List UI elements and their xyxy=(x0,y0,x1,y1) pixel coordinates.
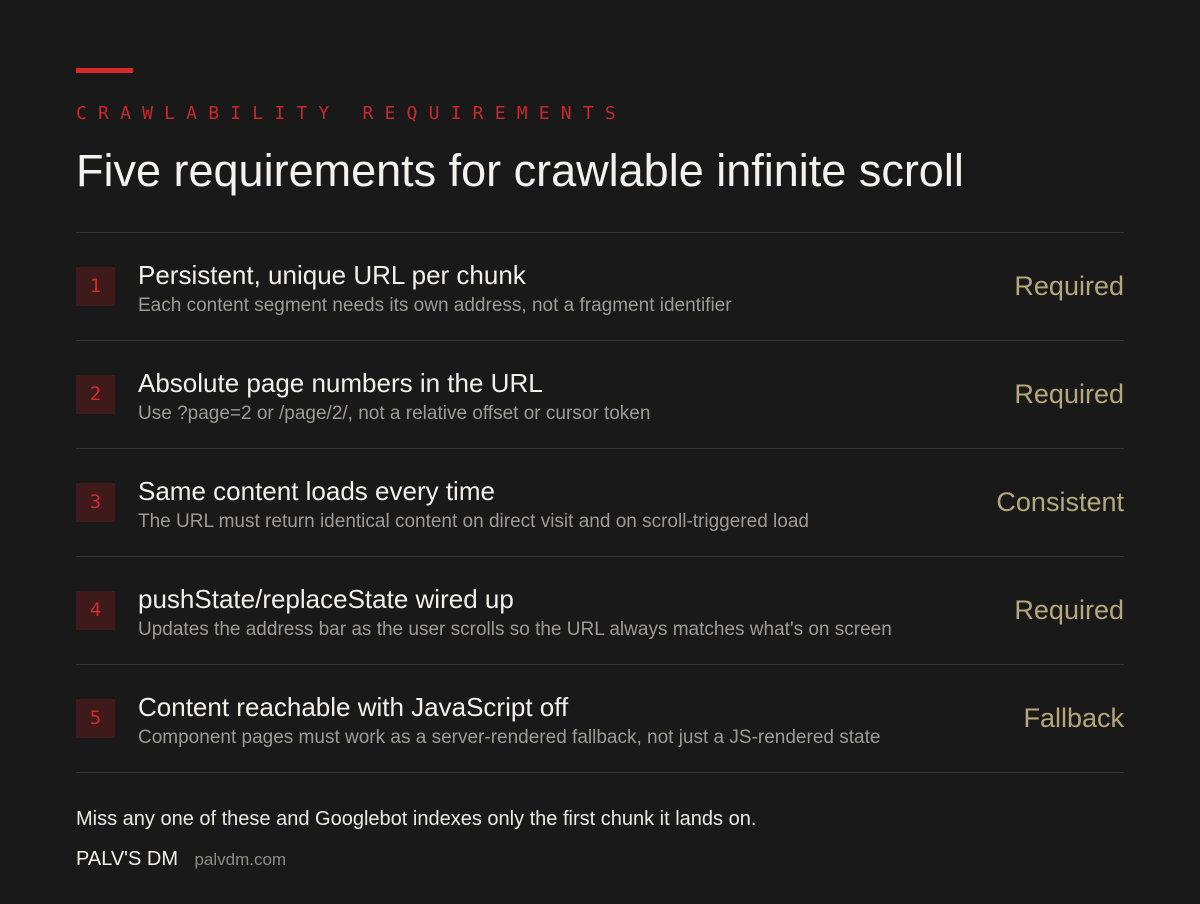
requirement-title: Content reachable with JavaScript off xyxy=(138,692,569,722)
requirement-status: Required xyxy=(1014,379,1124,409)
requirements-list xyxy=(76,232,1124,773)
requirement-title: pushState/replaceState wired up xyxy=(138,584,514,614)
requirement-title: Same content loads every time xyxy=(138,476,495,506)
requirement-row xyxy=(76,233,1124,341)
brand-url: palvdm.com xyxy=(194,850,287,869)
requirement-description: Updates the address bar as the user scrolls so the URL always matches what's on screen xyxy=(138,619,892,640)
requirement-number-badge: 2 xyxy=(76,375,115,414)
requirement-row xyxy=(76,557,1124,665)
requirement-description: Component pages must work as a server-rendered fallback, not just a JS-rendered state xyxy=(138,727,881,748)
accent-bar xyxy=(76,68,133,73)
requirement-row xyxy=(76,449,1124,557)
footnote: Miss any one of these and Googlebot indexes only the first chunk it lands on. xyxy=(76,808,757,830)
requirement-description: Each content segment needs its own address, not a fragment identifier xyxy=(138,295,732,316)
requirement-number-badge: 4 xyxy=(76,591,115,630)
requirement-description: Use ?page=2 or /page/2/, not a relative offset or cursor token xyxy=(138,403,651,424)
brand-name: PALV'S DM xyxy=(76,848,178,870)
brand-footer xyxy=(76,847,286,873)
requirement-number-badge: 3 xyxy=(76,483,115,522)
requirement-number-badge: 1 xyxy=(76,267,115,306)
eyebrow-label: CRAWLABILITY REQUIREMENTS xyxy=(76,103,627,124)
requirement-title: Absolute page numbers in the URL xyxy=(138,368,543,398)
requirement-status: Required xyxy=(1014,271,1124,301)
requirement-row xyxy=(76,341,1124,449)
requirement-status: Consistent xyxy=(996,487,1124,517)
requirement-status: Required xyxy=(1014,595,1124,625)
requirement-number-badge: 5 xyxy=(76,699,115,738)
requirement-status: Fallback xyxy=(1023,703,1124,733)
page-title: Five requirements for crawlable infinite scroll xyxy=(76,145,964,196)
requirement-row xyxy=(76,665,1124,773)
requirement-description: The URL must return identical content on direct visit and on scroll-triggered load xyxy=(138,511,809,532)
requirement-title: Persistent, unique URL per chunk xyxy=(138,260,526,290)
